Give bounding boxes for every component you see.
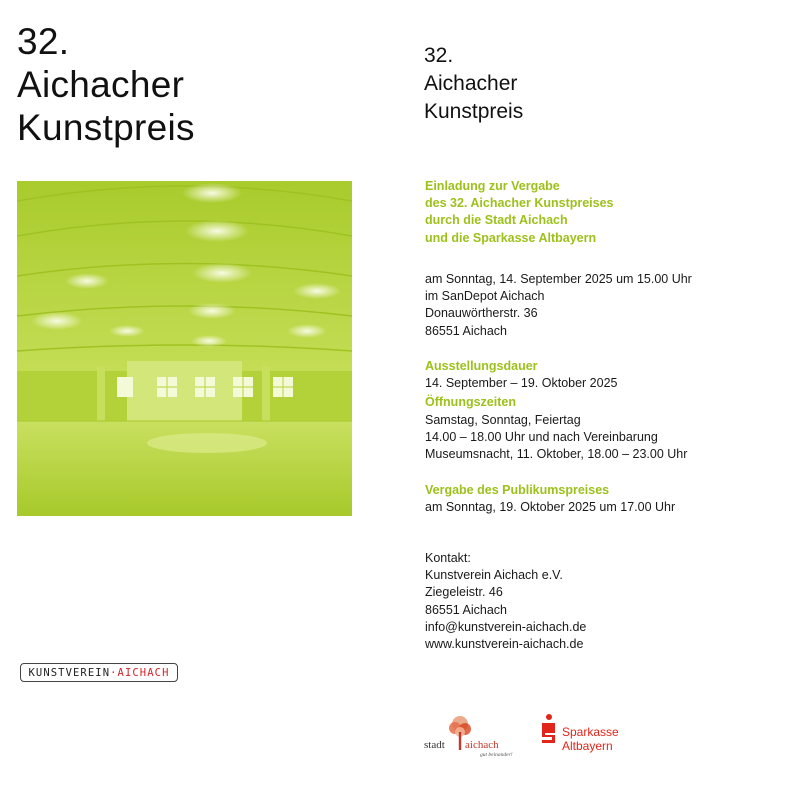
event-line: im SanDepot Aichach: [425, 289, 545, 304]
stadt-logo-tagline: gut beinander!: [480, 752, 513, 758]
main-title-line-2: Aichacher: [17, 64, 185, 105]
main-title: [17, 20, 195, 149]
sparkasse-logo-line2: Altbayern: [562, 739, 613, 753]
opening-hours-line: Museumsnacht, 11. Oktober, 18.00 – 23.00 Uhr: [425, 447, 688, 462]
secondary-title-line-3: Kunstpreis: [424, 100, 524, 123]
stadt-logo-word1: stadt: [424, 739, 445, 751]
contact-email-link[interactable]: info@kunstverein-aichach.de: [425, 619, 587, 634]
contact-block: [425, 550, 586, 653]
sparkasse-s-icon: [542, 714, 555, 743]
opening-hours-line: 14.00 – 18.00 Uhr und nach Vereinbarung: [425, 429, 658, 444]
event-details: [425, 271, 692, 340]
contact-city: 86551 Aichach: [425, 602, 508, 617]
contact-website-link[interactable]: www.kunstverein-aichach.de: [425, 637, 584, 652]
sponsor-logos: [424, 712, 644, 762]
exhibition-dates: 14. September – 19. Oktober 2025: [425, 376, 618, 391]
exhibition-duration-heading: Ausstellungsdauer: [425, 359, 538, 373]
main-title-line-3: Kunstpreis: [17, 107, 195, 148]
event-line: 86551 Aichach: [425, 323, 508, 338]
main-title-line-1: 32.: [17, 21, 70, 62]
opening-hours-line: Samstag, Sonntag, Feiertag: [425, 412, 581, 427]
audience-prize-heading: Vergabe des Publikumspreises: [425, 483, 610, 497]
kunstverein-logo-separator: ·: [110, 667, 118, 679]
opening-hours-heading: Öffnungszeiten: [425, 395, 516, 410]
stadt-logo-word2: aichach: [465, 739, 499, 751]
event-line: Donauwörtherstr. 36: [425, 306, 538, 321]
exhibition-hall-image: [17, 181, 352, 516]
sparkasse-logo: [542, 714, 619, 753]
secondary-title-line-1: 32.: [424, 44, 454, 67]
contact-street: Ziegeleistr. 46: [425, 585, 503, 600]
invitation-line: Einladung zur Vergabe: [425, 179, 560, 193]
secondary-title-line-2: Aichacher: [424, 72, 518, 95]
invitation-line: und die Sparkasse Altbayern: [425, 230, 597, 245]
secondary-title: [424, 42, 523, 126]
event-line: am Sonntag, 14. September 2025 um 15.00 Uhr: [425, 272, 692, 286]
kunstverein-logo-part2: AICHACH: [117, 667, 170, 679]
invitation-line: des 32. Aichacher Kunstpreises: [425, 196, 614, 211]
contact-organization: Kunstverein Aichach e.V.: [425, 568, 563, 583]
contact-label: Kontakt:: [425, 551, 471, 565]
invitation-line: durch die Stadt Aichach: [425, 213, 568, 228]
sparkasse-logo-line1: Sparkasse: [562, 725, 619, 739]
audience-prize-date: am Sonntag, 19. Oktober 2025 um 17.00 Uhr: [425, 500, 676, 515]
kunstverein-logo-part1: KUNSTVEREIN: [28, 667, 111, 679]
exhibition-info: [425, 358, 687, 463]
stadt-aichach-logo: [424, 716, 513, 758]
audience-prize: [425, 482, 675, 516]
kunstverein-logo: [20, 663, 178, 682]
invitation-heading: [425, 178, 614, 247]
